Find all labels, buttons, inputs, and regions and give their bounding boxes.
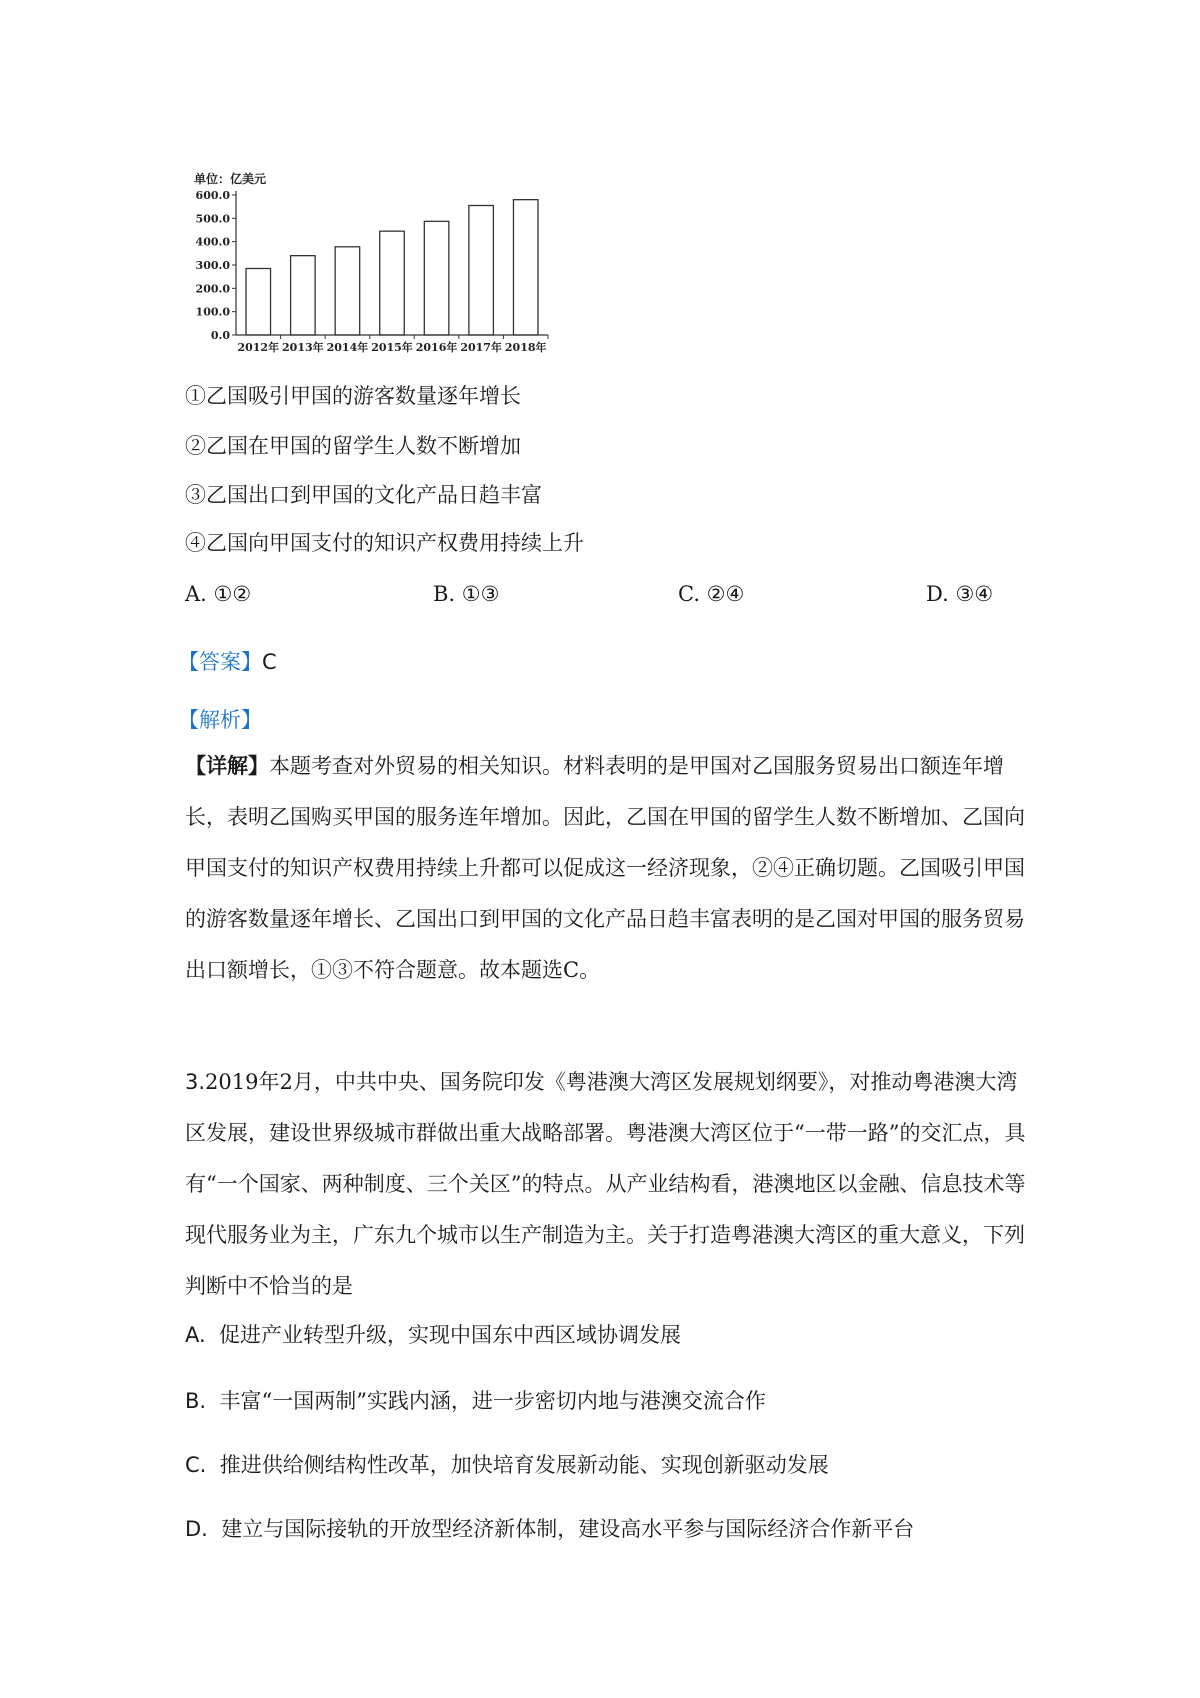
y-tick-label: 300.0 bbox=[195, 259, 230, 272]
bar-2015年 bbox=[380, 231, 405, 335]
x-tick-label: 2014年 bbox=[326, 341, 369, 354]
answer-value: C bbox=[262, 650, 277, 674]
detail-paragraph bbox=[185, 740, 1035, 996]
q3-option-d bbox=[185, 1519, 914, 1540]
bar-2014年 bbox=[335, 247, 360, 335]
y-tick-label: 100.0 bbox=[195, 305, 230, 319]
bar-2017年 bbox=[469, 206, 494, 336]
x-tick-label: 2017年 bbox=[460, 341, 502, 354]
q2-option-a: A. ①② bbox=[185, 582, 252, 606]
detail-text: 本题考查对外贸易的相关知识。材料表明的是甲国对乙国服务贸易出口额连年增长，表明乙国购买甲国的服务连年增加。因此，乙国在甲国的留学生人数不断增加、乙国向甲国支付的知识产权费用持续上升都可以促成这一经济现象，②④正确切题。乙国吸引甲国的游客数量逐年增长、乙国出口到甲国的文化产品日趋丰富表明的是乙国对甲国的服务贸易出口额增长，①③不符合题意。故本题选C。 bbox=[185, 754, 1025, 982]
x-tick-label: 2018年 bbox=[504, 341, 547, 354]
q3-stem-text: 2019年2月，中共中央、国务院印发《粤港澳大湾区发展规划纲要》，对推动粤港澳大湾区发展，建设世界级城市群做出重大战略部署。粤港澳大湾区位于“一带一路”的交汇点，具有“一个国家、两种制度、三个关区”的特点。从产业结构看，港澳地区以金融、信息技术等现代服务业为主，广东九个城市以生产制造为主。关于打造粤港澳大湾区的重大意义，下列判断中不恰当的是 bbox=[185, 1070, 1026, 1298]
q3-option-d-text: 建立与国际接轨的开放型经济新体制，建设高水平参与国际经济合作新平台 bbox=[221, 1517, 915, 1541]
q3-option-a-text: 促进产业转型升级，实现中国东中西区域协调发展 bbox=[219, 1323, 682, 1347]
q3-option-a-letter: A. bbox=[185, 1323, 206, 1347]
q3-option-d-letter: D. bbox=[185, 1517, 208, 1541]
q3-option-a bbox=[185, 1325, 681, 1346]
bar-2016年 bbox=[424, 221, 449, 335]
y-tick-label: 600.0 bbox=[195, 189, 230, 202]
y-tick-label: 500.0 bbox=[195, 212, 230, 226]
q3-option-b-letter: B. bbox=[185, 1389, 207, 1413]
answer-line bbox=[178, 652, 277, 673]
answer-label: 【答案】 bbox=[178, 650, 262, 674]
q3-option-c-text: 推进供给侧结构性改革，加快培育发展新动能、实现创新驱动发展 bbox=[219, 1453, 829, 1477]
q3-number: 3. bbox=[185, 1070, 206, 1094]
bar-2018年 bbox=[513, 200, 538, 335]
q2-options bbox=[185, 582, 1055, 612]
x-tick-label: 2013年 bbox=[282, 341, 324, 354]
q3-option-c bbox=[185, 1455, 829, 1476]
bar-2013年 bbox=[291, 256, 316, 335]
q2-option-c: C. ②④ bbox=[678, 582, 745, 606]
analysis-label: 【解析】 bbox=[178, 708, 262, 732]
y-tick-label: 400.0 bbox=[195, 235, 230, 249]
chart-unit-label: 单位：亿美元 bbox=[194, 172, 267, 186]
x-tick-label: 2012年 bbox=[237, 341, 280, 354]
q3-stem bbox=[185, 1057, 1035, 1312]
q3-option-b-text: 丰富“一国两制”实践内涵，进一步密切内地与港澳交流合作 bbox=[219, 1389, 766, 1413]
x-tick-label: 2015年 bbox=[371, 341, 413, 354]
bar-chart bbox=[180, 165, 560, 370]
q2-option-b: B. ①③ bbox=[433, 582, 500, 606]
q3-option-b bbox=[185, 1391, 766, 1412]
q3-option-c-letter: C. bbox=[185, 1453, 207, 1477]
statement-4: ④乙国向甲国支付的知识产权费用持续上升 bbox=[185, 531, 584, 555]
x-tick-label: 2016年 bbox=[415, 341, 458, 354]
bar-2012年 bbox=[246, 269, 271, 336]
detail-label: 【详解】 bbox=[185, 753, 269, 778]
y-tick-label: 200.0 bbox=[195, 282, 230, 296]
statement-1: ①乙国吸引甲国的游客数量逐年增长 bbox=[185, 384, 521, 408]
statement-2: ②乙国在甲国的留学生人数不断增加 bbox=[185, 434, 521, 458]
y-tick-label: 0.0 bbox=[210, 329, 230, 342]
statement-3: ③乙国出口到甲国的文化产品日趋丰富 bbox=[185, 483, 542, 507]
q2-option-d: D. ③④ bbox=[926, 582, 994, 606]
